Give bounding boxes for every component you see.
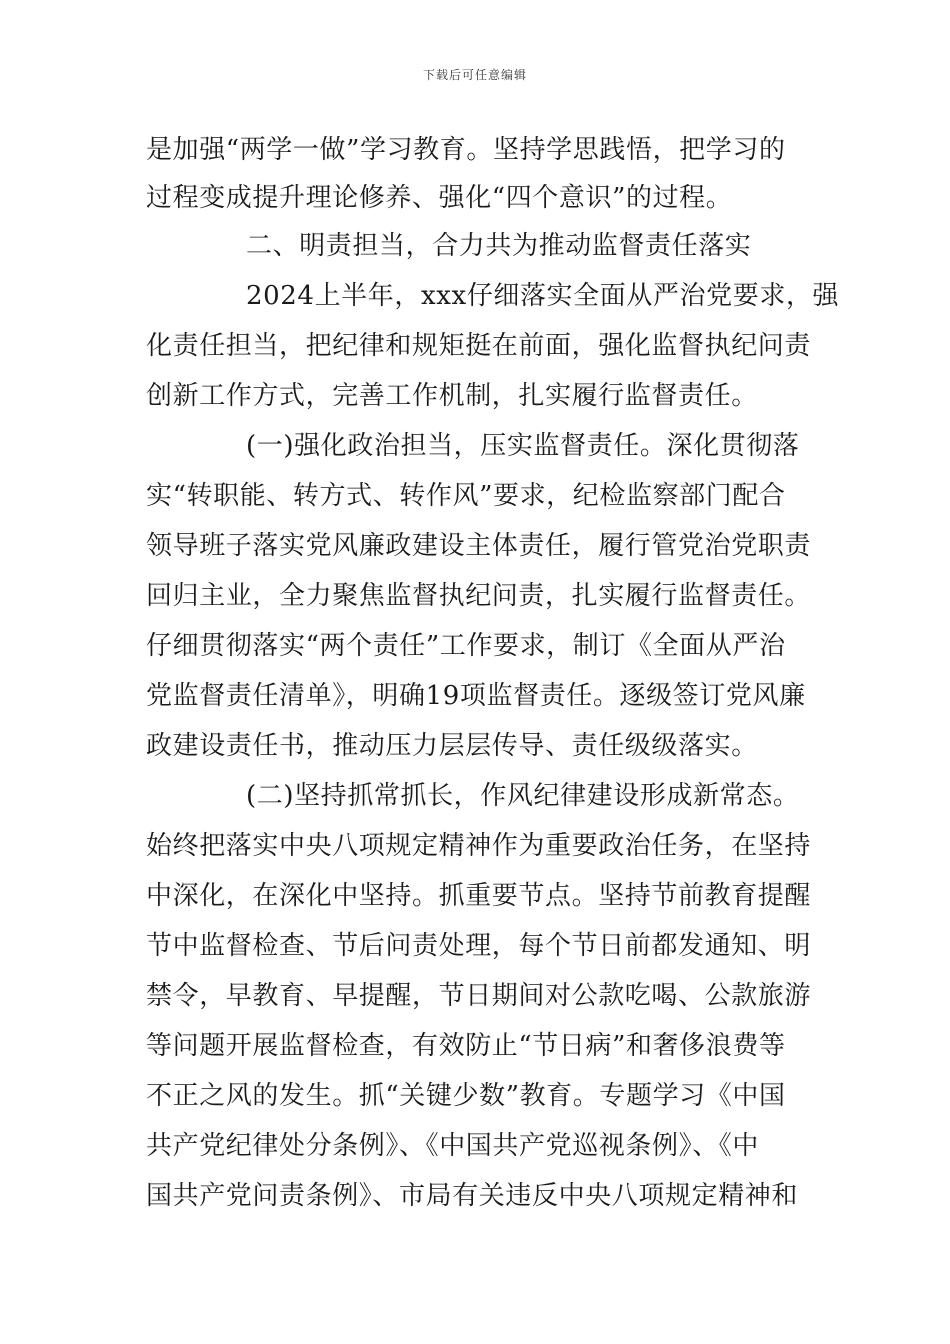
text-line: 回归主业，全力聚焦监督执纪问责，扎实履行监督责任。 [146,581,812,611]
text-line: 中深化，在深化中坚持。抓重要节点。坚持节前教育提醒 [146,881,812,911]
text-line: 节中监督检查、节后问责处理，每个节日前都发通知、明 [146,931,812,961]
text-line: 等问题开展监督检查，有效防止“节日病”和奢侈浪费等 [146,1031,786,1061]
page-header: 下载后可任意编辑 [422,68,527,82]
text-line: 始终把落实中央八项规定精神作为重要政治任务，在坚持 [146,831,812,861]
text-line: 创新工作方式，完善工作机制，扎实履行监督责任。 [146,381,758,411]
section-heading: 二、明责担当，合力共为推动监督责任落实 [246,231,752,261]
text-line: 2024上半年，xxx仔细落实全面从严治党要求，强 [246,281,840,311]
text-line: 党监督责任清单》，明确19项监督责任。逐级签订党风廉 [146,681,806,711]
text-line: 仔细贯彻落实“两个责任”工作要求，制订《全面从严治 [146,631,786,661]
text-line: 过程变成提升理论修养、强化“四个意识”的过程。 [146,183,733,213]
text-line: 实“转职能、转方式、转作风”要求，纪检监察部门配合 [146,481,786,511]
text-line: 政建设责任书，推动压力层层传导、责任级级落实。 [146,731,758,761]
text-line: 共产党纪律处分条例》、《中国共产党巡视条例》、《中 [146,1131,760,1161]
subsection-line: (二)坚持抓常抓长，作风纪律建设形成新常态。 [246,781,800,811]
text-line: 化责任担当，把纪律和规矩挺在前面，强化监督执纪问责 [146,331,812,361]
text-line: 不正之风的发生。抓“关键少数”教育。专题学习《中国 [146,1081,786,1111]
text-line: 禁令，早教育、早提醒，节日期间对公款吃喝、公款旅游 [146,981,812,1011]
subsection-line: (一)强化政治担当，压实监督责任。深化贯彻落 [246,431,800,461]
text-line: 国共产党问责条例》、市局有关违反中央八项规定精神和 [146,1181,799,1211]
text-line: 领导班子落实党风廉政建设主体责任，履行管党治党职责 [146,531,812,561]
text-line: 是加强“两学一做”学习教育。坚持学思践悟，把学习的 [146,135,786,165]
